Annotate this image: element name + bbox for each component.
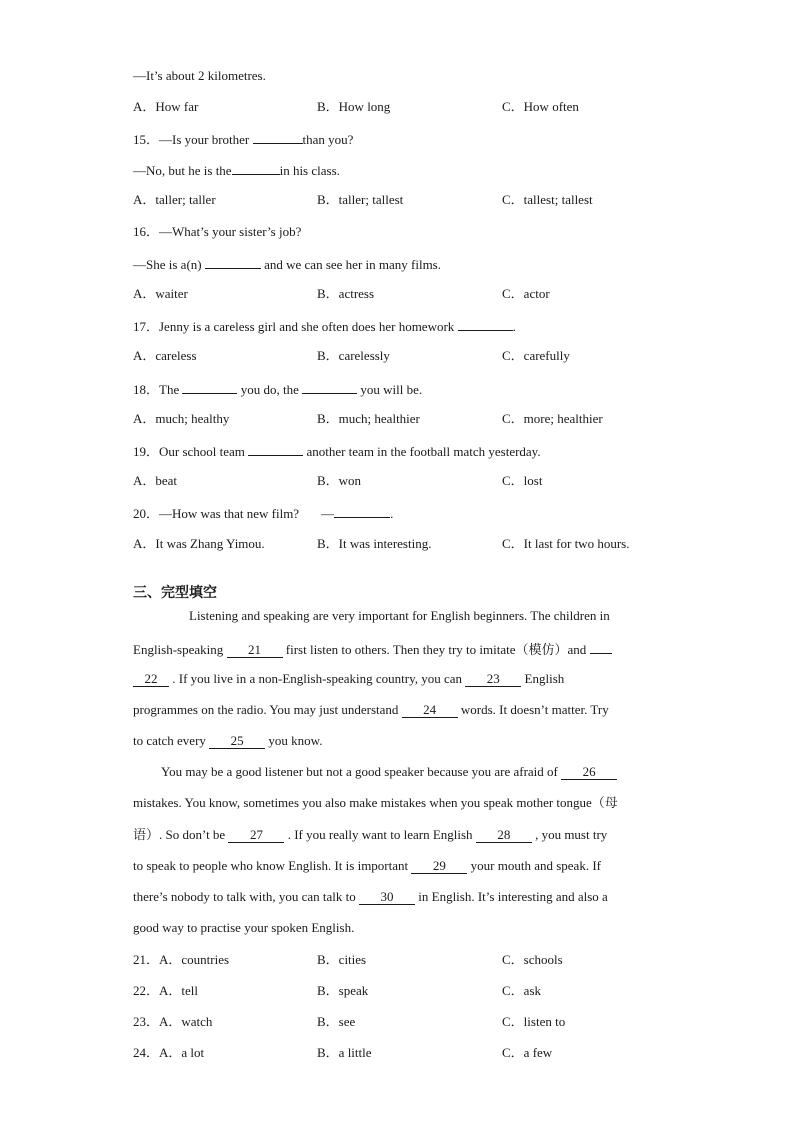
q15-blank-2: [232, 160, 280, 175]
q19-blank: [248, 441, 303, 456]
q15-stem-text-a: 15．—Is your brother: [133, 132, 253, 147]
q24-options: [133, 1044, 693, 1062]
passage-p2-line4: [133, 857, 663, 875]
q16-line2-text-b: and we can see her in many films.: [260, 257, 441, 272]
q20-stem-text-b: —: [321, 506, 335, 521]
blank-25: 25: [209, 734, 265, 749]
q20-option-b[interactable]: B．It was interesting.: [317, 536, 432, 551]
blank-21: 21: [227, 643, 283, 658]
q23-option-a[interactable]: 23．A．watch: [133, 1014, 213, 1029]
q16-option-b[interactable]: B．actress: [317, 286, 375, 301]
q18-stem: [133, 379, 422, 399]
section-3-title: 三、完型填空: [133, 585, 217, 601]
q17-option-b[interactable]: B．carelessly: [317, 348, 390, 363]
p1-l2-text-b: first listen to others. Then they try to imitate（模仿）and: [282, 642, 590, 657]
q21-option-a[interactable]: 21．A．countries: [133, 952, 230, 967]
q18-option-c[interactable]: C．more; healthier: [502, 411, 603, 426]
p1-l3-text-a: . If you live in a non-English-speaking country, you can: [169, 671, 466, 686]
q19-stem-text-a: 19．Our school team: [133, 444, 249, 459]
blank-23: 23: [465, 672, 521, 687]
q22-option-b[interactable]: B．speak: [317, 983, 369, 998]
q15-blank-1: [253, 129, 303, 144]
q17-blank: [458, 316, 513, 331]
p2-l4-text-a: to speak to people who know English. It is important: [133, 858, 412, 873]
p2-l3-text-b: . If you really want to learn English: [284, 827, 476, 842]
q14-option-b[interactable]: B．How long: [317, 99, 391, 114]
q19-stem-text-b: another team in the football match yesterday.: [303, 444, 541, 459]
q18-option-b[interactable]: B．much; healthier: [317, 411, 420, 426]
q16-options: [133, 285, 693, 303]
q19-options: [133, 472, 693, 490]
q14-options: [133, 98, 693, 116]
blank-28: 28: [476, 828, 532, 843]
q16-stem: 16．—What’s your sister’s job?: [133, 224, 302, 239]
q18-stem-text-b: you do, the: [237, 382, 303, 397]
q16-line2: [133, 254, 441, 274]
q22-option-c[interactable]: C．ask: [502, 983, 542, 998]
q23-option-c[interactable]: C．listen to: [502, 1014, 566, 1029]
q24-option-b[interactable]: B．a little: [317, 1045, 372, 1060]
q16-option-c[interactable]: C．actor: [502, 286, 550, 301]
p2-l3-text-a: 语）. So don’t be: [133, 827, 229, 842]
q20-stem-text-c: .: [390, 506, 394, 521]
q15-stem-text-b: than you?: [302, 132, 354, 147]
q15-option-b[interactable]: B．taller; tallest: [317, 192, 404, 207]
q20-stem-text-a: 20．—How was that new film?: [133, 506, 300, 521]
blank-22: 22: [133, 672, 169, 687]
q24-option-a[interactable]: 24．A．a lot: [133, 1045, 205, 1060]
q16-option-a[interactable]: A．waiter: [133, 286, 188, 301]
p2-l5-text-a: there’s nobody to talk with, you can talk to: [133, 889, 360, 904]
blank-30: 30: [359, 890, 415, 905]
q15-option-c[interactable]: C．tallest; tallest: [502, 192, 593, 207]
blank-24: 24: [402, 703, 458, 718]
q16-line2-text-a: —She is a(n): [133, 257, 205, 272]
q20-options: [133, 535, 693, 553]
q18-blank-1: [182, 379, 237, 394]
p1-l3-text-b: English: [521, 671, 565, 686]
q17-stem-text-b: .: [512, 319, 516, 334]
q18-blank-2: [302, 379, 357, 394]
passage-p2-line5: [133, 888, 663, 906]
q17-stem-text-a: 17．Jenny is a careless girl and she often does her homework: [133, 319, 458, 334]
p1-l4-text-a: programmes on the radio. You may just understand: [133, 702, 402, 717]
blank-22-start: [590, 639, 612, 654]
q14-option-a[interactable]: A．How far: [133, 99, 199, 114]
q18-stem-text-c: you will be.: [357, 382, 423, 397]
q20-stem: [133, 503, 393, 523]
q20-option-c[interactable]: C．It last for two hours.: [502, 536, 630, 551]
q14-option-c[interactable]: C．How often: [502, 99, 579, 114]
passage-p2-line2: mistakes. You know, sometimes you also make mistakes when you speak mother tongue（母: [133, 795, 618, 810]
q15-options: [133, 191, 693, 209]
p1-l2-text-a: English-speaking: [133, 642, 227, 657]
q21-options: [133, 951, 693, 969]
passage-p1-line4: [133, 701, 663, 719]
p1-l5-text-b: you know.: [265, 733, 323, 748]
blank-26: 26: [561, 765, 617, 780]
p1-l4-text-b: words. It doesn’t matter. Try: [457, 702, 609, 717]
q20-option-a[interactable]: A．It was Zhang Yimou.: [133, 536, 265, 551]
q18-option-a[interactable]: A．much; healthy: [133, 411, 230, 426]
q18-stem-text-a: 18．The: [133, 382, 183, 397]
q22-options: [133, 982, 693, 1000]
blank-27: 27: [228, 828, 284, 843]
passage-p1-line5: [133, 732, 663, 750]
q14-answer-line: —It’s about 2 kilometres.: [133, 68, 266, 83]
passage-p1-line2: [133, 639, 663, 659]
passage-p2-line1: [161, 763, 691, 781]
blank-29: 29: [411, 859, 467, 874]
q18-options: [133, 410, 693, 428]
p2-l3-text-c: , you must try: [531, 827, 608, 842]
p2-l4-text-b: your mouth and speak. If: [467, 858, 601, 873]
q15-line2-text-b: in his class.: [279, 163, 340, 178]
p2-l5-text-b: in English. It’s interesting and also a: [415, 889, 608, 904]
q21-option-b[interactable]: B．cities: [317, 952, 367, 967]
q17-stem: [133, 316, 516, 336]
q15-line2: [133, 160, 340, 180]
passage-p1-line3: [133, 670, 663, 688]
p1-l5-text-a: to catch every: [133, 733, 210, 748]
q22-option-a[interactable]: 22．A．tell: [133, 983, 198, 998]
q24-option-c[interactable]: C．a few: [502, 1045, 553, 1060]
p2-l1-text-a: You may be a good listener but not a good speaker because you are afraid of: [161, 764, 562, 779]
q15-option-a[interactable]: A．taller; taller: [133, 192, 216, 207]
q20-blank: [334, 503, 390, 518]
passage-p1-line1: Listening and speaking are very important for English beginners. The children in: [189, 608, 610, 623]
q21-option-c[interactable]: C．schools: [502, 952, 563, 967]
q23-options: [133, 1013, 693, 1031]
q19-stem: [133, 441, 541, 461]
passage-p2-line3: [133, 826, 663, 844]
q15-stem: [133, 129, 353, 149]
q17-option-a[interactable]: A．careless: [133, 348, 197, 363]
q16-blank: [205, 254, 261, 269]
q17-options: [133, 347, 693, 365]
q19-option-c[interactable]: C．lost: [502, 473, 543, 488]
passage-p2-line6: good way to practise your spoken English.: [133, 920, 355, 935]
q19-option-a[interactable]: A．beat: [133, 473, 178, 488]
q17-option-c[interactable]: C．carefully: [502, 348, 570, 363]
q19-option-b[interactable]: B．won: [317, 473, 362, 488]
q23-option-b[interactable]: B．see: [317, 1014, 356, 1029]
q15-line2-text-a: —No, but he is the: [133, 163, 232, 178]
